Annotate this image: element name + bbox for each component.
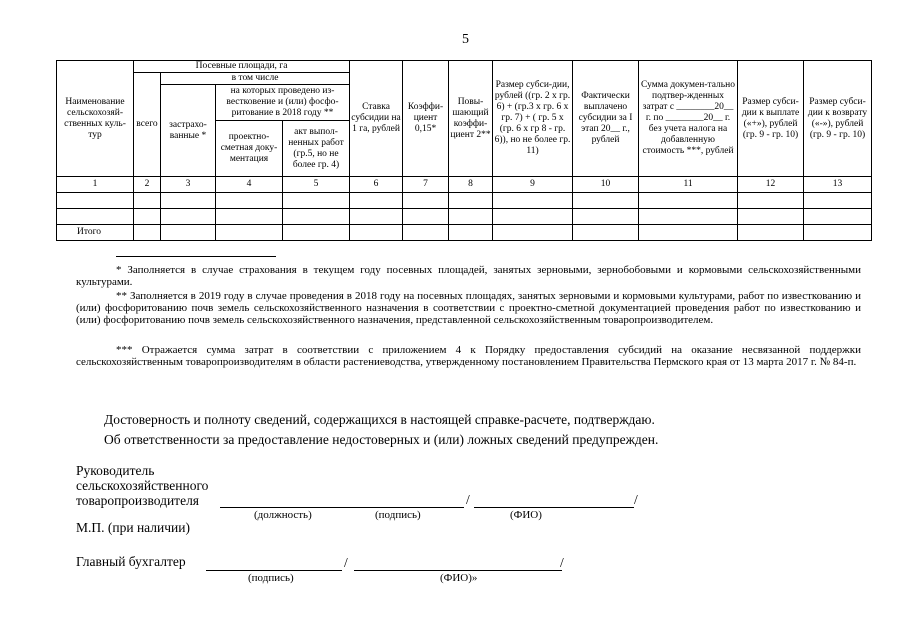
header-to-pay: Размер субси-дии к выплате («+»), рублей (гр. 9 - гр. 10) [738,61,804,177]
col-number: 5 [283,177,350,193]
accountant-sign-line [206,570,342,571]
subsidy-table [56,60,872,241]
confirmation-line-2: Об ответственности за предоставление недостоверных и (или) ложных сведений предупрежден. [104,432,659,447]
col-number: 6 [350,177,403,193]
col-number: 3 [161,177,216,193]
position-caption: (должность) [254,509,312,521]
col-number: 12 [738,177,804,193]
page-number: 5 [462,32,469,47]
total-label: Итого [57,225,134,241]
slash: / [344,555,348,570]
footnote-separator [116,256,276,257]
sign-caption: (подпись) [375,509,421,521]
header-work-act: акт выпол-ненных работ (гр.5, но не более гр. 4) [283,121,350,177]
fio-caption: (ФИО) [510,509,542,521]
footnote-2: ** Заполняется в 2019 году в случае проведения в 2018 году на посевных площадях, занятых зерновыми и кормовыми культурами, работ по известкованию и (или) фосфоритованию почв земель сельскохозяйственного назначения в соответствии с проектно-сметной документацией проведения работ по известкованию и (или) фосфоритованию почв земель сельскохозяйственного назначения, представленной сельскохозяйственным товаропроизводителем. [76,290,861,326]
header-to-return: Размер субси-дии к возврату («-»), рублей (гр. 9 - гр. 10) [804,61,872,177]
header-rate: Ставка субсидии на 1 га, рублей [350,61,403,177]
slash: / [466,492,470,507]
header-project-docs: проектно-сметная доку-ментация [216,121,283,177]
col-number: 7 [403,177,449,193]
col-number: 13 [804,177,872,193]
col-number: 10 [573,177,639,193]
header-insured: застрахо-ванные * [161,85,216,177]
col-number: 2 [134,177,161,193]
signature-line [474,507,634,508]
accountant-fio-line [354,570,562,571]
slash: / [634,492,638,507]
header-subsidy-amount: Размер субси-дии, рублей ((гр. 2 х гр. 6) + (гр.3 х гр. 6 х гр. 7) + ( гр. 5 х (гр. 6 х гр 8 - гр. 6)), но не более гр. 11) [493,61,573,177]
position-line [220,507,464,508]
accountant-sign-caption: (подпись) [248,572,294,584]
header-total: всего [134,73,161,177]
header-sown-area: Посевные площади, га [134,61,350,73]
confirmation-line-1: Достоверность и полноту сведений, содержащихся в настоящей справке-расчете, подтверждаю. [104,412,655,427]
column-numbers-row [57,177,872,193]
col-number: 1 [57,177,134,193]
head-label-1: Руководитель [76,463,155,478]
col-number: 4 [216,177,283,193]
head-label-2: сельскохозяйственного [76,478,209,493]
accountant-fio-caption: (ФИО)» [440,572,478,584]
footnote-3: *** Отражается сумма затрат в соответствии с приложением 4 к Порядку предоставления субсидий на оказание несвязанной поддержки сельскохозяйственным товаропроизводителям в области растениеводства, утвержденному постановлением Правительства Пермского края от 13 марта 2017 г. № 84-п. [76,344,861,368]
header-crop-name: Наименование сельскохозяй-ственных куль-тур [57,61,134,177]
total-row [57,225,872,241]
header-liming: на которых проведено из-вестковение и (или) фосфо-ритование в 2018 году ** [216,85,350,121]
accountant-label: Главный бухгалтер [76,554,186,569]
header-coefficient: Коэффи-циент 0,15* [403,61,449,177]
footnote-1: * Заполняется в случае страхования в текущем году посевных площадей, занятых зерновыми, зернобобовыми и кормовыми сельскохозяйственными культурами. [76,264,861,288]
slash: / [560,555,564,570]
col-number: 9 [493,177,573,193]
col-number: 11 [639,177,738,193]
col-number: 8 [449,177,493,193]
head-label-3: товаропроизводителя [76,493,200,508]
header-documented-costs: Сумма докумен-тально подтвер-жденных затрат с ________20__ г. по ________20__ г. без учета налога на добавленную стоимость ***, рублей [639,61,738,177]
header-including: в том числе [161,73,350,85]
header-increasing-coefficient: Повы-шающий коэффи-циент 2** [449,61,493,177]
header-paid: Фактически выплачено субсидии за I этап 20__ г., рублей [573,61,639,177]
stamp-label: М.П. (при наличии) [76,520,190,535]
table-row [57,193,872,209]
table-row [57,209,872,225]
